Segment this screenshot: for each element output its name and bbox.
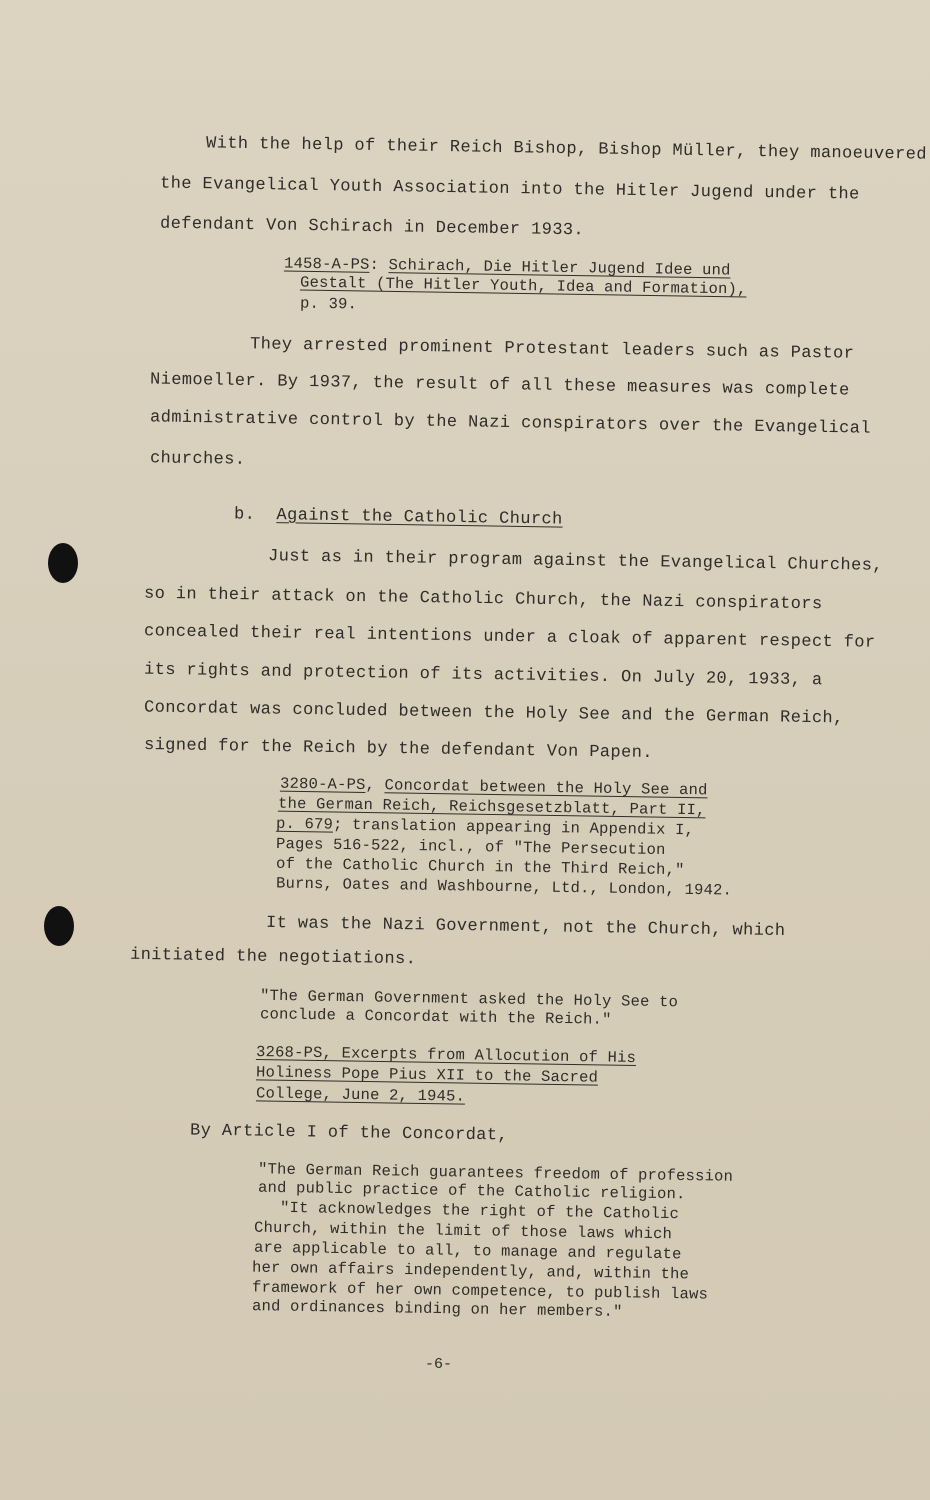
paragraph-line: Just as in their program against the Evangelical Churches, xyxy=(267,547,884,576)
quote-line: are applicable to all, to manage and regulate xyxy=(253,1238,682,1264)
paragraph-line: They arrested prominent Protestant leaders such as Pastor xyxy=(249,335,855,364)
page-number: -6- xyxy=(425,1356,453,1373)
citation-line: Burns, Oates and Washbourne, Ltd., London, 1942. xyxy=(275,874,733,900)
paragraph-line: Concordat was concluded between the Holy See and the German Reich, xyxy=(143,698,844,729)
citation-line: 1458-A-PS: Schirach, Die Hitler Jugend Idee und xyxy=(283,254,731,280)
quote-line: "The German Government asked the Holy See to xyxy=(259,986,679,1012)
citation-page: p. 679 xyxy=(275,814,334,834)
quote-line: Church, within the limit of those laws which xyxy=(253,1218,673,1244)
section-label: b. xyxy=(233,505,256,525)
citation-doc-id: 3280-A-PS xyxy=(279,774,366,794)
paragraph-line: By Article I of the Concordat, xyxy=(189,1121,509,1146)
quote-line: "The German Reich guarantees freedom of profession xyxy=(257,1160,734,1186)
paragraph-line: the Evangelical Youth Association into the Hitler Jugend under the xyxy=(159,174,860,205)
paragraph-line: concealed their real intentions under a cloak of apparent respect for xyxy=(143,622,876,653)
citation-line: of the Catholic Church in the Third Reich," xyxy=(275,854,685,880)
paragraph-line: initiated the negotiations. xyxy=(129,945,417,970)
quote-line: and public practice of the Catholic religion. xyxy=(257,1178,686,1204)
citation-line: 3280-A-PS, Concordat between the Holy See and xyxy=(279,774,708,800)
paragraph-line: so in their attack on the Catholic Church, the Nazi conspirators xyxy=(143,584,823,615)
paragraph-line: churches. xyxy=(149,449,246,470)
paragraph-line: signed for the Reich by the defendant Von Papen. xyxy=(143,736,654,763)
citation-line: Pages 516-522, incl., of "The Persecution xyxy=(275,834,666,860)
section-title: Against the Catholic Church xyxy=(276,506,563,530)
citation-line: 3268-PS, Excerpts from Allocution of His xyxy=(255,1043,637,1067)
punch-hole xyxy=(44,906,74,946)
citation-text: ; translation appearing in Appendix I, xyxy=(332,815,695,840)
citation-line: Gestalt (The Hitler Youth, Idea and Formation), xyxy=(299,273,747,299)
paragraph-line: defendant Von Schirach in December 1933. xyxy=(159,214,585,241)
paragraph-line: administrative control by the Nazi conspirators over the Evangelical xyxy=(149,408,872,439)
citation-line: p. 39. xyxy=(299,294,358,314)
citation-title: Concordat between the Holy See and xyxy=(384,776,708,800)
quote-line: "It acknowledges the right of the Catholic xyxy=(279,1198,680,1224)
quote-line: conclude a Concordat with the Reich." xyxy=(259,1005,612,1029)
paragraph-line: It was the Nazi Government, not the Church, which xyxy=(265,913,786,942)
paragraph-line: Niemoeller. By 1937, the result of all these measures was complete xyxy=(149,370,850,401)
paragraph-line: its rights and protection of its activities. On July 20, 1933, a xyxy=(143,660,823,691)
citation-doc-id: 1458-A-PS xyxy=(283,254,370,274)
quote-line: and ordinances binding on her members." xyxy=(251,1297,623,1321)
punch-hole xyxy=(48,543,78,583)
citation-line: the German Reich, Reichsgesetzblatt, Part II, xyxy=(277,794,706,820)
quote-line: framework of her own competence, to publish laws xyxy=(251,1278,709,1304)
citation-title: Schirach, Die Hitler Jugend Idee und xyxy=(388,256,731,280)
citation-line: Holiness Pope Pius XII to the Sacred xyxy=(255,1063,599,1087)
section-heading xyxy=(234,505,563,530)
paragraph-line: With the help of their Reich Bishop, Bishop Müller, they manoeuvered xyxy=(205,134,928,165)
citation-line: College, June 2, 1945. xyxy=(255,1084,466,1106)
quote-line: her own affairs independently, and, within the xyxy=(251,1258,690,1284)
